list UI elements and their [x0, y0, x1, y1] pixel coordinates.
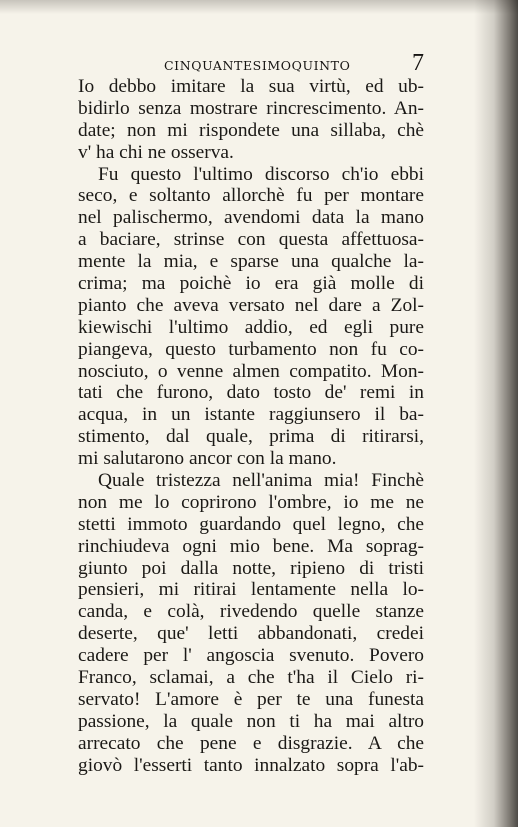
text-line: stimento, dal quale, prima di ritirarsi, [78, 426, 424, 448]
text-line: piangeva, questo turbamento non fu co- [78, 338, 424, 360]
page-number: 7 [412, 50, 424, 76]
text-line: nel palischermo, avendomi data la mano [78, 207, 424, 229]
text-line: nosciuto, o venne almen compatito. Mon- [78, 360, 424, 382]
running-head: CINQUANTESIMOQUINTO [164, 58, 351, 73]
text-line: tati che furono, dato tosto de' remi in [78, 382, 424, 404]
text-line: cadere per l' angoscia svenuto. Povero [78, 645, 424, 667]
page-top-shadow [0, 0, 518, 14]
text-line: rinchiudeva ogni mio bene. Ma soprag- [78, 535, 424, 557]
text-line: mi salutarono ancor con la mano. [78, 448, 337, 470]
body-text [78, 76, 424, 777]
text-line: Io debbo imitare la sua virtù, ed ub- [78, 76, 424, 97]
text-line: date; non mi rispondete una sillaba, chè [78, 119, 424, 141]
text-line: giunto poi dalla notte, ripieno di tristi [78, 557, 424, 579]
text-line: passione, la quale non ti ha mai altro [78, 710, 424, 732]
text-line: bidirlo senza mostrare rincrescimento. An- [78, 97, 424, 119]
text-line: v' ha chi ne osserva. [78, 141, 234, 163]
text-line: Quale tristezza nell'anima mia! Finchè [98, 470, 424, 492]
text-line: stetti immoto guardando quel legno, che [78, 513, 424, 535]
text-line: Fu questo l'ultimo discorso ch'io ebbi [98, 163, 424, 185]
text-line: mente la mia, e sparse una qualche la- [78, 251, 424, 273]
text-line: non me lo coprirono l'ombre, io me ne [78, 491, 424, 513]
text-line: giovò l'esserti tanto innalzato sopra l'ab- [78, 754, 424, 776]
text-line: a baciare, strinse con questa affettuosa- [78, 229, 424, 251]
text-line: servato! L'amore è per te una funesta [78, 688, 424, 710]
text-line: acqua, in un istante raggiunsero il ba- [78, 404, 424, 426]
text-line: crima; ma poichè io era già molle di [78, 273, 424, 295]
text-line: pensieri, mi ritirai lentamente nella lo- [78, 579, 424, 601]
text-line: pianto che aveva versato nel dare a Zol- [78, 294, 424, 316]
page-edge-shadow [474, 0, 518, 827]
text-line: arrecato che pene e disgrazie. A che [78, 732, 424, 754]
text-line: canda, e colà, rivedendo quelle stanze [78, 601, 424, 623]
text-line: seco, e soltanto allorchè fu per montare [78, 185, 424, 207]
text-line: kiewischi l'ultimo addio, ed egli pure [78, 316, 424, 338]
text-line: deserte, que' letti abbandonati, credei [78, 623, 424, 645]
text-line: Franco, sclamai, a che t'ha il Cielo ri- [78, 667, 424, 689]
